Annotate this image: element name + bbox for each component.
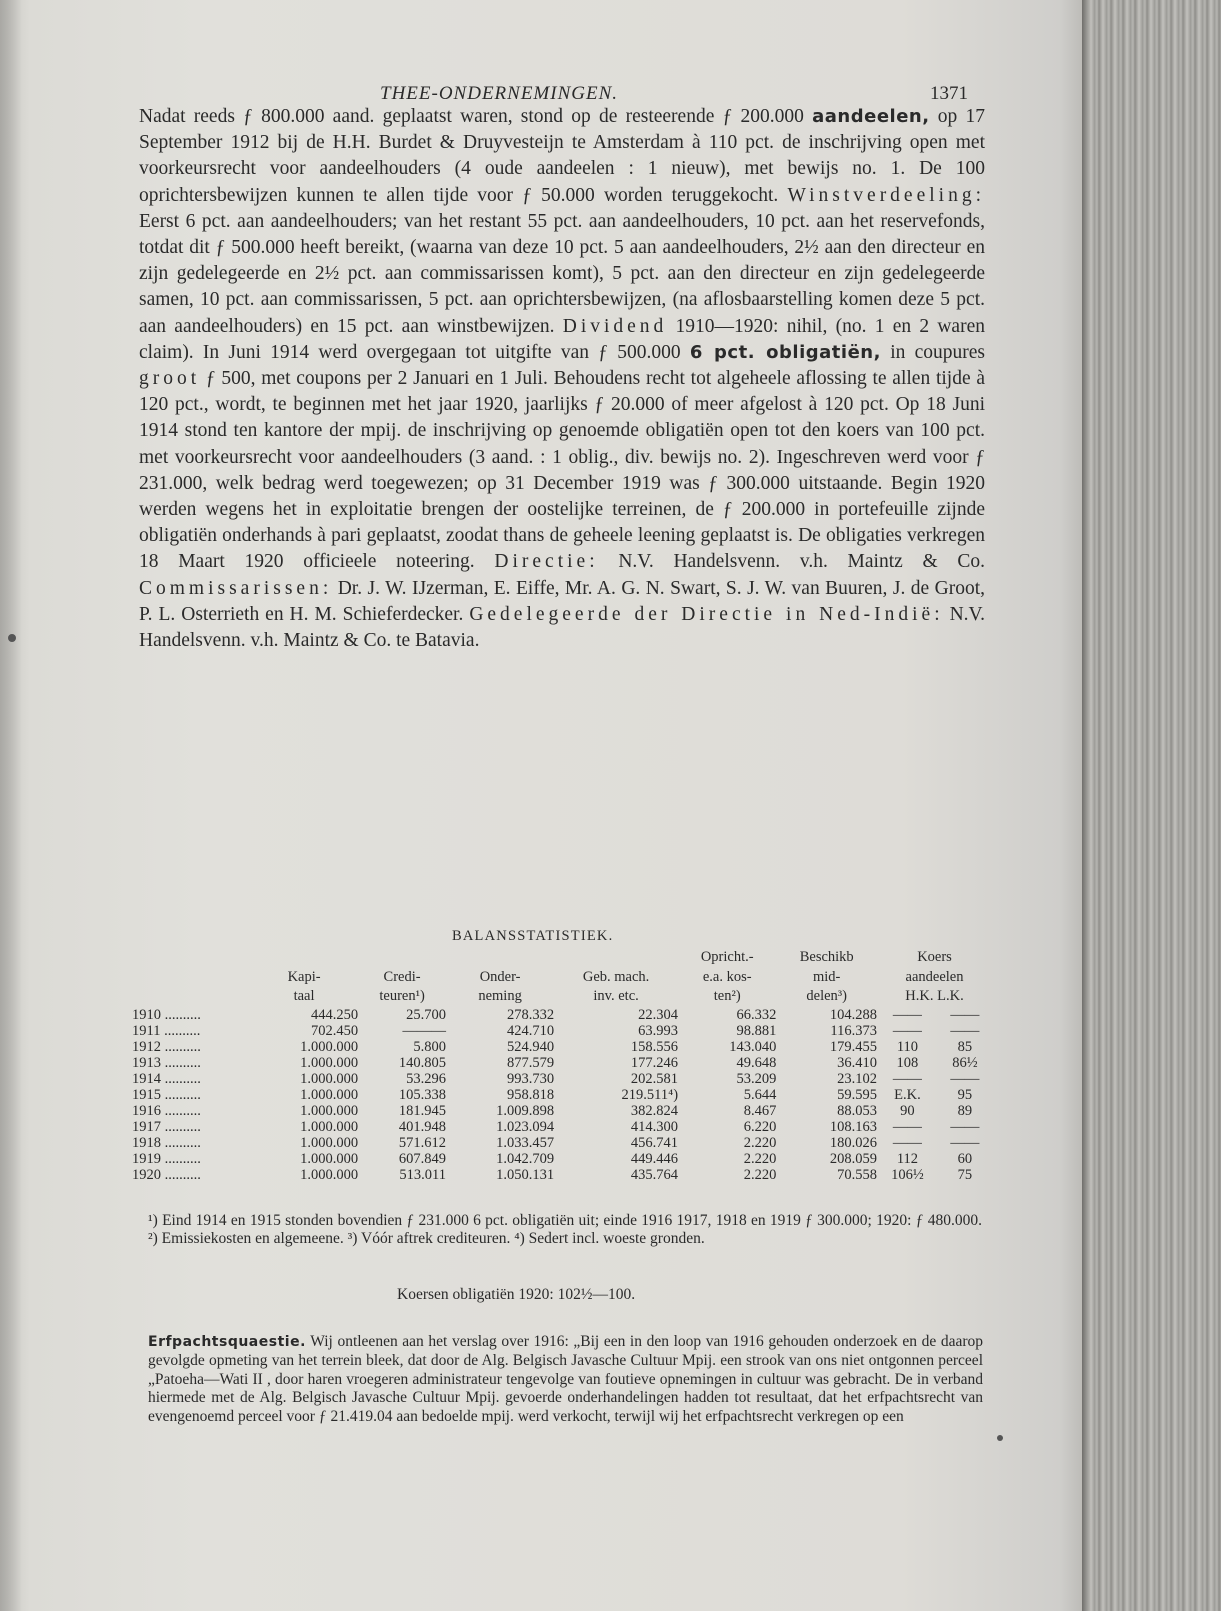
- table-cell: 1.000.000: [300, 1166, 359, 1183]
- table-cell: 877.579: [507, 1054, 555, 1071]
- table-cell: 88.053: [837, 1102, 878, 1119]
- table-cell: 958.818: [507, 1086, 555, 1103]
- table-row: [132, 1167, 992, 1183]
- spaced-label: Commissarissen:: [139, 577, 333, 599]
- table-cell: 59.595: [837, 1086, 878, 1103]
- table-cell: 1.000.000: [300, 1118, 359, 1135]
- table-cell: 1912 ..........: [132, 1038, 201, 1055]
- margin-mark: [8, 634, 16, 642]
- table-cell: 8.467: [743, 1102, 777, 1119]
- table-cell: ——: [950, 1006, 980, 1023]
- table-row: [132, 1071, 992, 1087]
- table-cell: 1911 ..........: [132, 1022, 201, 1039]
- table-cell: 202.581: [630, 1070, 679, 1087]
- table-cell: 89: [957, 1102, 973, 1119]
- table-cell: ——: [892, 1022, 922, 1039]
- text-run: Nadat reeds ƒ 800.000 aand. geplaatst waren, stond op de resteerende ƒ 200.000: [139, 106, 804, 127]
- table-cell: ——: [892, 1006, 922, 1023]
- balance-statistics-table: [132, 948, 992, 1183]
- book-page-edges: [1082, 0, 1221, 1611]
- spaced-label: Directie:: [494, 551, 599, 573]
- text-run: N.V. Handelsvenn. v.h. Maintz & Co.: [598, 551, 985, 573]
- table-cell: 278.332: [507, 1006, 555, 1023]
- page-number: 1371: [930, 83, 968, 104]
- table-cell: 177.246: [630, 1054, 679, 1071]
- text-run: op 17 September 1912 bij de H.H. Burdet & Druyvesteijn te Amsterdam à 110 pct. de inschrijving open met voorkeursrecht voor aandeelhouders (4 oude aandeelen : 1 nieuw), met bewijs no. 1. De 100 oprichtersbewijzen kunnen te allen tijde voor ƒ 50.000 worden teruggekocht.: [139, 106, 986, 206]
- table-cell: 105.338: [398, 1086, 447, 1103]
- bold-term: aandeelen,: [812, 106, 930, 127]
- table-cell: 524.940: [507, 1038, 555, 1055]
- table-cell: 1.050.131: [496, 1166, 555, 1183]
- table-cell: 1.000.000: [300, 1134, 359, 1151]
- table-cell: 70.558: [837, 1166, 878, 1183]
- table-cell: 158.556: [630, 1038, 679, 1055]
- table-cell: 1920 ..........: [132, 1166, 201, 1183]
- table-cell: 607.849: [398, 1150, 447, 1167]
- table-cell: 444.250: [311, 1006, 359, 1023]
- bold-term: 6 pct. obligatiën,: [689, 341, 881, 363]
- table-cell: ——: [892, 1070, 922, 1087]
- table-cell: 108.163: [829, 1118, 878, 1135]
- table-row: [132, 1039, 992, 1055]
- table-cell: 53.296: [406, 1070, 447, 1087]
- table-cell: 112: [896, 1150, 919, 1167]
- table-cell: 180.026: [829, 1134, 878, 1151]
- running-head: THEE-ONDERNEMINGEN.: [380, 83, 619, 104]
- bond-quotes: Koersen obligatiën 1920: 102½—100.: [397, 1286, 636, 1303]
- table-row: [132, 1087, 992, 1103]
- table-cell: 104.288: [829, 1006, 878, 1023]
- table-cell: 98.881: [736, 1022, 777, 1039]
- section-lead: Erfpachtsquaestie.: [148, 1334, 306, 1350]
- text-run: 1910—1920: nihil, (no. 1 en 2 waren claim). In Juni 1914 werd overgegaan tot uitgifte van ƒ 500.000: [139, 315, 985, 363]
- text-run: Dr. J. W. IJzerman, E. Eiffe, Mr. A. G. N. Swart, S. J. W. van Buuren, J. de Groot, P. L. Osterrieth en H. M. Schieferdecker.: [139, 577, 985, 625]
- table-cell: 1.000.000: [300, 1038, 359, 1055]
- table-cell: 1915 ..........: [132, 1086, 201, 1103]
- table-header-cell: [132, 948, 250, 1007]
- table-header-cell: Geb. mach. inv. etc.: [582, 968, 650, 1004]
- table-cell: 108: [896, 1054, 919, 1071]
- table-cell: ——: [950, 1070, 980, 1087]
- table-cell: 63.993: [638, 1022, 679, 1039]
- table-cell: 22.304: [638, 1006, 679, 1023]
- table-cell: 1.033.457: [496, 1134, 555, 1151]
- table-cell: ——: [892, 1134, 922, 1151]
- table-row: [132, 1023, 992, 1039]
- table-cell: 1.023.094: [496, 1118, 555, 1135]
- table-cell: 2.220: [743, 1150, 777, 1167]
- margin-mark: [997, 1435, 1003, 1441]
- table-cell: 5.800: [413, 1038, 447, 1055]
- table-cell: 75: [957, 1166, 973, 1183]
- spaced-label: Dividend: [562, 315, 668, 337]
- spaced-label: Gedelegeerde der Directie in Ned-Indië:: [469, 603, 944, 625]
- table-cell: E.K.: [894, 1086, 921, 1103]
- table-cell: 2.220: [743, 1134, 777, 1151]
- stats-title: BALANSSTATISTIEK.: [452, 928, 614, 944]
- spaced-label: groot: [139, 368, 201, 390]
- table-cell: 993.730: [507, 1070, 555, 1087]
- table-cell: 23.102: [837, 1070, 878, 1087]
- binding-shadow: [0, 0, 22, 1611]
- table-cell: 435.764: [630, 1166, 679, 1183]
- table-cell: 179.455: [829, 1038, 878, 1055]
- table-cell: 1.000.000: [300, 1054, 359, 1071]
- table-row: [132, 1103, 992, 1119]
- table-cell: 85: [957, 1038, 973, 1055]
- table-cell: 90: [900, 1102, 915, 1119]
- text-run: in coupures: [880, 341, 986, 363]
- table-cell: 6.220: [743, 1118, 777, 1135]
- table-cell: 414.300: [630, 1118, 679, 1135]
- table-cell: 1.009.898: [496, 1102, 555, 1119]
- table-cell: 1.000.000: [300, 1150, 359, 1167]
- table-cell: 95: [957, 1086, 973, 1103]
- table-cell: 382.824: [630, 1102, 679, 1119]
- table-header-cell: Beschikb mid- delen³): [799, 949, 854, 1004]
- body-paragraph: [139, 104, 985, 654]
- table-header-row: [132, 948, 992, 1007]
- table-cell: 702.450: [311, 1022, 359, 1039]
- table-cell: 140.805: [398, 1054, 447, 1071]
- table-cell: ———: [402, 1022, 447, 1039]
- table-cell: 49.648: [736, 1054, 777, 1071]
- table-cell: 1910 ..........: [132, 1006, 201, 1023]
- text-run: N.V. Handelsvenn. v.h. Maintz & Co. te Batavia.: [139, 603, 985, 652]
- table-cell: 143.040: [729, 1038, 777, 1055]
- table-cell: 401.948: [398, 1118, 447, 1135]
- table-cell: ——: [950, 1022, 980, 1039]
- table-cell: 456.741: [630, 1134, 679, 1151]
- table-cell: ——: [950, 1134, 980, 1151]
- table-cell: 60: [957, 1150, 973, 1167]
- table-cell: 36.410: [837, 1054, 878, 1071]
- table-cell: 5.644: [743, 1086, 777, 1103]
- table-header-cell: Credi- teuren¹): [379, 968, 425, 1004]
- table-cell: 1.000.000: [300, 1102, 359, 1119]
- table-footnote: ¹) Eind 1914 en 1915 stonden bovendien ƒ 231.000 6 pct. obligatiën uit; einde 1916 1917, 1918 en 1919 ƒ 300.000; 1920: ƒ 480.000. ²) Emissiekosten en algemeene. ³) Vóór aftrek crediteuren. ⁴) Sedert incl. woeste gronden.: [148, 1212, 982, 1248]
- table-cell: 181.945: [398, 1102, 447, 1119]
- table-cell: 116.373: [830, 1022, 878, 1039]
- table-cell: 219.511⁴): [621, 1086, 679, 1103]
- table-cell: 571.612: [398, 1134, 447, 1151]
- table-cell: 1917 ..........: [132, 1118, 201, 1135]
- text-run: Wij ontleenen aan het verslag over 1916: „Bij een in den loop van 1916 gehouden onderzoek en de daarop gevolgde opmeting van het terrein bleek, dat door de Alg. Belgisch Javasche Cultuur Mpij. een strook van ons niet ontgonnen perceel „Patoeha—Wati II , door haren vroegeren administrateur tengevolge van foutieve opnemingen in cultuur was gebracht. De in verband hiermede met de Alg. Belgisch Javasche Cultuur Mpij. gevoerde onderhandelingen hadden tot resultaat, dat het erfpachtsrecht van evengenoemd perceel voor ƒ 21.419.04 aan bedoelde mpij. werd verkocht, terwijl wij het erfpachtsrecht verkregen op een: [148, 1333, 983, 1426]
- table-cell: 106½: [891, 1166, 924, 1183]
- table-row: [132, 1055, 992, 1071]
- table-cell: 208.059: [829, 1150, 878, 1167]
- table-row: [132, 1151, 992, 1167]
- table-header-cell: Kapi- taal: [287, 968, 321, 1004]
- table-row: [132, 1119, 992, 1135]
- table-cell: 2.220: [743, 1166, 777, 1183]
- table-cell: 53.209: [736, 1070, 777, 1087]
- table-cell: 424.710: [507, 1022, 555, 1039]
- table-cell: 25.700: [406, 1006, 447, 1023]
- table-header-cell: Opricht.- e.a. kos- ten²): [700, 949, 754, 1004]
- table-header-cell: Onder- neming: [478, 968, 522, 1004]
- table-cell: 1914 ..........: [132, 1070, 201, 1087]
- erfpacht-paragraph: [148, 1333, 983, 1427]
- text-run: Eerst 6 pct. aan aandeelhouders; van het restant 55 pct. aan aandeelhouders, 10 pct. aan het reservefonds, totdat dit ƒ 500.000 heeft bereikt, (waarna van deze 10 pct. 5 aan aandeelhouders, 2½ aan den directeur en zijn gedelegeerde en 2½ pct. aan commissarissen komt), 5 pct. aan den directeur en zijn gedelegeerde samen, 10 pct. aan commissarissen, 5 pct. aan oprichtersbewijzen, (na aflosbaarstelling komen deze 5 pct. aan aandeelhouders) en 15 pct. aan winstbewijzen.: [139, 210, 985, 337]
- table-cell: 1.042.709: [496, 1150, 555, 1167]
- table-cell: 1913 ..........: [132, 1054, 201, 1071]
- table-cell: ——: [950, 1118, 980, 1135]
- table-cell: 513.011: [399, 1166, 447, 1183]
- table-cell: 86½: [952, 1054, 978, 1071]
- table-cell: 1918 ..........: [132, 1134, 201, 1151]
- table-cell: 66.332: [736, 1006, 777, 1023]
- spaced-label: Winstverdeeling:: [787, 184, 985, 206]
- table-cell: 1919 ..........: [132, 1150, 201, 1167]
- table-row: [132, 1007, 992, 1023]
- table-cell: 110: [896, 1038, 919, 1055]
- table-cell: 449.446: [630, 1150, 679, 1167]
- table-cell: 1.000.000: [300, 1070, 359, 1087]
- table-header-cell: Koers aandeelen H.K. L.K.: [905, 949, 964, 1004]
- table-cell: 1916 ..........: [132, 1102, 201, 1119]
- text-run: ƒ 500, met coupons per 2 Januari en 1 Juli. Behoudens recht tot algeheele aflossing te allen tijde à 120 pct., wordt, te beginnen met het jaar 1920, jaarlijks ƒ 20.000 of meer afgelost à 120 pct. Op 18 Juni 1914 stond ten kantore der mpij. de inschrijving op genoemde obligatiën open tot den koers van 100 pct. met voorkeursrecht voor aandeelhouders (3 aand. : 1 oblig., div. bewijs no. 2). Ingeschreven werd voor ƒ 231.000, welk bedrag werd toegewezen; op 31 December 1919 was ƒ 300.000 uitstaande. Begin 1920 werden wegens het in exploitatie brengen der oostelijke terreinen, de ƒ 200.000 in portefeuille zijnde obligatiën onderhands à pari geplaatst, zoodat thans de geheele leening geplaatst is. De obligaties verkregen 18 Maart 1920 officieele noteering.: [139, 368, 985, 573]
- table-cell: 1.000.000: [300, 1086, 359, 1103]
- table-row: [132, 1135, 992, 1151]
- table-cell: ——: [892, 1118, 922, 1135]
